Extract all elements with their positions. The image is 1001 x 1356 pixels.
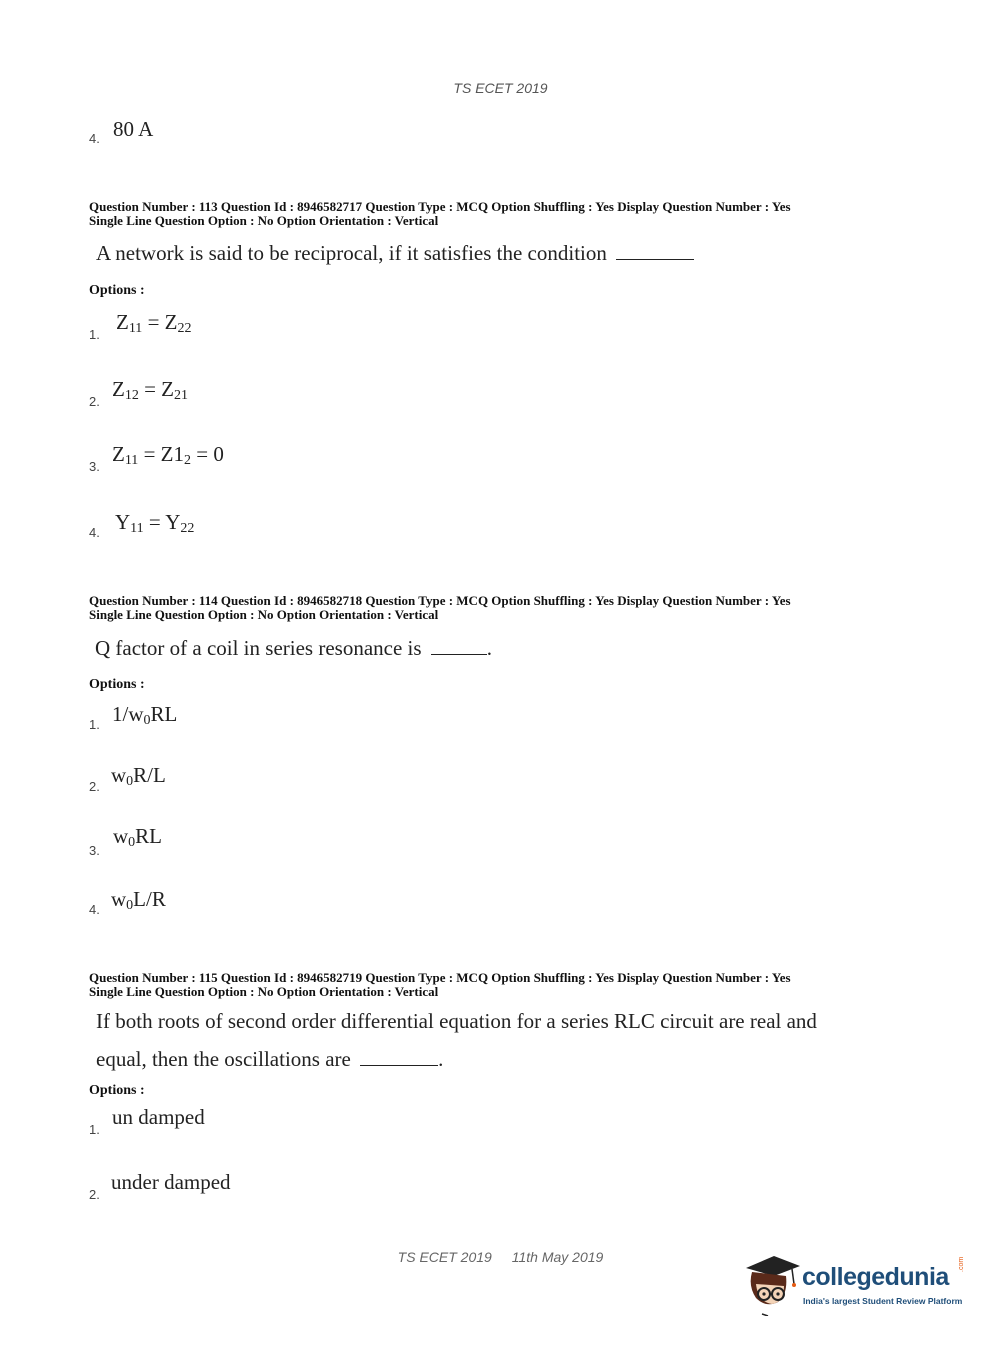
question-meta-line: Question Number : 113 Question Id : 8946582717 Question Type : MCQ Option Shuffling : Yes Display Question Number : Yes (89, 199, 791, 214)
option-114-1: $1/w_0RL$ (112, 702, 178, 728)
option-114-3: $w_0RL$ (113, 824, 163, 850)
option-text: 80 A (113, 117, 154, 141)
mascot-logo-icon (742, 1250, 802, 1316)
option-number: 1. (89, 327, 100, 342)
question-113-meta (89, 200, 791, 228)
option-number: 1. (89, 1122, 100, 1137)
option-number: 3. (89, 459, 100, 474)
option-number: 4. (89, 525, 100, 540)
option-115-1: un damped (112, 1105, 205, 1129)
logo-tagline: India's largest Student Review Platform (803, 1296, 963, 1306)
options-label: Options : (89, 677, 145, 692)
page-header: TS ECET 2019 (453, 80, 548, 96)
question-115-text-line1: If both roots of second order differential equation for a series RLC circuit are real and (96, 1009, 817, 1033)
option-number: 2. (89, 779, 100, 794)
option-number: 4. (89, 131, 100, 146)
footer-exam: TS ECET 2019 (397, 1249, 492, 1265)
logo-wordmark: collegedunia (802, 1263, 949, 1291)
question-meta-line: Single Line Question Option : No Option Orientation : Vertical (89, 984, 439, 999)
footer-date: 11th May 2019 (511, 1249, 604, 1265)
question-meta-line: Question Number : 114 Question Id : 8946582718 Question Type : MCQ Option Shuffling : Yes Display Question Number : Yes (89, 593, 791, 608)
options-label: Options : (89, 283, 145, 298)
option-113-3: $Z_{11} = Z1_2 = 0$ (112, 442, 224, 468)
option-number: 3. (89, 843, 100, 858)
question-115-text-line2: equal, then the oscillations are . (96, 1047, 444, 1071)
option-114-2: $w_0R/L$ (111, 763, 166, 789)
logo-suffix: .com (958, 1256, 965, 1272)
question-meta-line: Question Number : 115 Question Id : 8946582719 Question Type : MCQ Option Shuffling : Yes Display Question Number : Yes (89, 970, 791, 985)
option-115-2: under damped (111, 1170, 231, 1194)
answer-blank (616, 258, 694, 260)
question-text: Q factor of a coil in series resonance is (95, 636, 422, 660)
option-number: 2. (89, 1187, 100, 1202)
question-text: A network is said to be reciprocal, if it satisfies the condition (96, 241, 607, 265)
option-number: 2. (89, 394, 100, 409)
question-meta-line: Single Line Question Option : No Option Orientation : Vertical (89, 607, 439, 622)
question-text: equal, then the oscillations are (96, 1047, 351, 1071)
option-number: 1. (89, 717, 100, 732)
option-number: 4. (89, 902, 100, 917)
option-113-2: $Z_{12} = Z_{21}$ (112, 377, 188, 403)
option-113-1: $Z_{11} = Z_{22}$ (116, 310, 192, 336)
answer-blank (431, 653, 487, 655)
question-113-text (96, 241, 694, 266)
question-114-meta (89, 594, 791, 622)
answer-blank (360, 1064, 438, 1066)
question-114-text: Q factor of a coil in series resonance is . (95, 636, 493, 660)
options-label: Options : (89, 1083, 145, 1098)
question-115-meta (89, 971, 791, 999)
option-114-4: $w_0L/R$ (111, 887, 166, 913)
question-meta-line: Single Line Question Option : No Option Orientation : Vertical (89, 213, 439, 228)
option-113-4: $Y_{11} = Y_{22}$ (115, 510, 195, 536)
